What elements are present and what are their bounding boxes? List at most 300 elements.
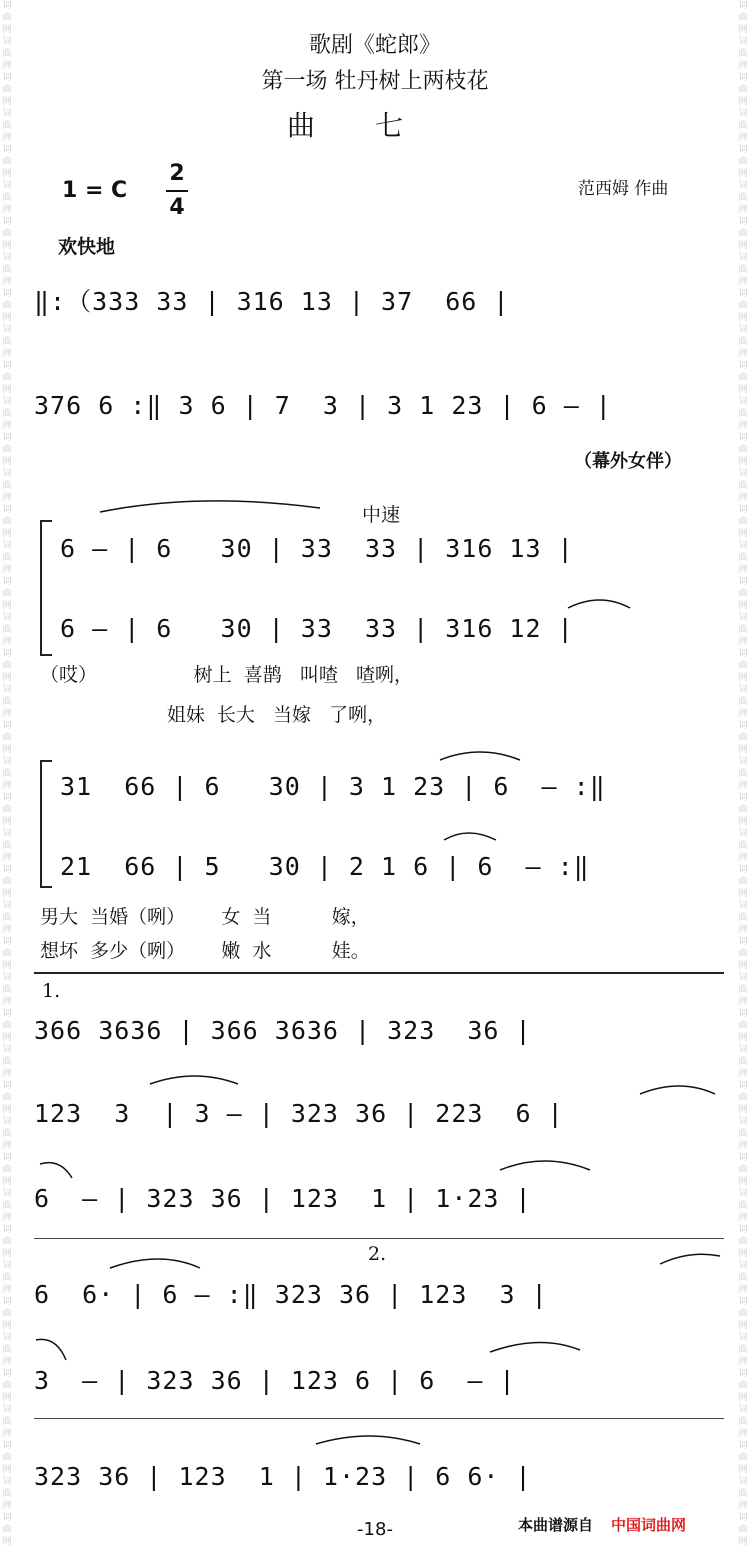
watermark-char: 曲 — [738, 1273, 748, 1283]
watermark-char: 词 — [738, 1477, 748, 1487]
watermark-char: 词 — [2, 1009, 12, 1019]
watermark-char: 词 — [2, 649, 12, 659]
watermark-char: 网 — [738, 601, 748, 611]
watermark-char: 词 — [738, 829, 748, 839]
watermark-char: 网 — [2, 1249, 12, 1259]
watermark-char: 网 — [738, 61, 748, 71]
watermark-char: 网 — [2, 1393, 12, 1403]
watermark-char: 网 — [2, 1429, 12, 1439]
watermark-char: 网 — [2, 781, 12, 791]
watermark-char: 网 — [738, 1393, 748, 1403]
watermark-char: 词 — [738, 1261, 748, 1271]
watermark-char: 曲 — [738, 1093, 748, 1103]
watermark-char: 词 — [738, 649, 748, 659]
watermark-char: 网 — [738, 961, 748, 971]
watermark-char: 曲 — [2, 1345, 12, 1355]
watermark-char: 曲 — [2, 1525, 12, 1535]
watermark-char: 网 — [738, 493, 748, 503]
watermark-char: 词 — [738, 1441, 748, 1451]
watermark-char: 网 — [738, 385, 748, 395]
watermark-char: 曲 — [738, 913, 748, 923]
watermark-char: 曲 — [2, 769, 12, 779]
watermark-char: 词 — [2, 1, 12, 11]
watermark-char: 词 — [738, 469, 748, 479]
watermark-char: 词 — [2, 145, 12, 155]
composer-credit: 范西姆 作曲 — [578, 179, 669, 199]
page-number: -18- — [357, 1519, 393, 1540]
slur — [150, 1076, 238, 1084]
watermark-char: 词 — [2, 1189, 12, 1199]
watermark-char: 网 — [738, 421, 748, 431]
watermark-char: 词 — [738, 901, 748, 911]
slur — [568, 600, 630, 608]
watermark-char: 词 — [2, 1441, 12, 1451]
watermark-char: 词 — [2, 1333, 12, 1343]
watermark-char: 词 — [738, 1153, 748, 1163]
watermark-char: 曲 — [2, 1381, 12, 1391]
watermark-char: 曲 — [2, 949, 12, 959]
watermark-char: 曲 — [738, 1453, 748, 1463]
watermark-char: 词 — [738, 721, 748, 731]
watermark-char: 网 — [2, 133, 12, 143]
watermark-char: 词 — [738, 253, 748, 263]
watermark-char: 曲 — [2, 841, 12, 851]
watermark-char: 词 — [2, 325, 12, 335]
watermark-char: 网 — [738, 925, 748, 935]
watermark-char: 词 — [2, 361, 12, 371]
watermark-char: 曲 — [738, 1381, 748, 1391]
watermark-char: 网 — [738, 745, 748, 755]
watermark-char: 曲 — [2, 1237, 12, 1247]
notes: 3 — | 323 36 | 123 6 | 6 — | — [34, 1365, 516, 1395]
watermark-char: 词 — [738, 37, 748, 47]
watermark-char: 曲 — [2, 553, 12, 563]
watermark-char: 曲 — [738, 1021, 748, 1031]
watermark-char: 曲 — [2, 301, 12, 311]
watermark-char: 网 — [2, 1465, 12, 1475]
watermark-char: 网 — [738, 1537, 748, 1547]
lyric-line: 姐妹 长大 当嫁 了咧， — [40, 704, 387, 726]
watermark-char: 词 — [738, 1369, 748, 1379]
watermark-char: 网 — [738, 1465, 748, 1475]
watermark-char: 词 — [2, 613, 12, 623]
watermark-char: 曲 — [2, 625, 12, 635]
watermark-char: 曲 — [738, 49, 748, 59]
watermark-char: 词 — [738, 109, 748, 119]
watermark-char: 词 — [2, 1405, 12, 1415]
watermark-char: 词 — [738, 1225, 748, 1235]
watermark-char: 词 — [738, 1189, 748, 1199]
watermark-char: 网 — [738, 1357, 748, 1367]
lyric-line: 想坏 多少（咧） 嫩 水 娃。 — [40, 940, 370, 962]
watermark-char: 词 — [738, 397, 748, 407]
meter-bottom: 4 — [169, 195, 185, 220]
watermark-char: 曲 — [738, 229, 748, 239]
slur — [500, 1161, 590, 1170]
watermark-char: 网 — [738, 637, 748, 647]
watermark-char: 网 — [2, 205, 12, 215]
notes: 123 3 | 3 — | 323 36 | 223 6 | — [34, 1098, 564, 1128]
watermark-char: 网 — [738, 25, 748, 35]
watermark-char: 网 — [738, 1177, 748, 1187]
watermark-char: 词 — [2, 577, 12, 587]
tempo-marking: 欢快地 — [58, 236, 116, 258]
notes: ‖:（333 33 | 316 13 | 37 66 | — [34, 287, 510, 316]
watermark-char: 曲 — [738, 553, 748, 563]
watermark-char: 网 — [2, 313, 12, 323]
watermark-char: 词 — [2, 253, 12, 263]
watermark-char: 曲 — [2, 1309, 12, 1319]
watermark-char: 词 — [738, 361, 748, 371]
watermark-char: 网 — [738, 709, 748, 719]
watermark-char: 曲 — [2, 517, 12, 527]
watermark-char: 曲 — [738, 841, 748, 851]
first-ending-label: 1. — [42, 980, 61, 1002]
watermark-char: 曲 — [2, 733, 12, 743]
watermark-char: 网 — [2, 493, 12, 503]
watermark-char: 词 — [738, 1117, 748, 1127]
watermark-char: 曲 — [738, 121, 748, 131]
watermark-char: 曲 — [2, 1093, 12, 1103]
watermark-char: 网 — [738, 241, 748, 251]
watermark-char: 词 — [738, 793, 748, 803]
watermark-char: 曲 — [738, 1165, 748, 1175]
watermark-char: 词 — [2, 1369, 12, 1379]
lyric-line: 男大 当婚（咧） 女 当 嫁， — [40, 906, 370, 928]
watermark-char: 词 — [738, 937, 748, 947]
watermark-char: 曲 — [738, 589, 748, 599]
source-label: 本曲谱源自 — [518, 1516, 594, 1534]
watermark-char: 网 — [2, 385, 12, 395]
watermark-char: 词 — [2, 793, 12, 803]
watermark-char: 词 — [2, 1297, 12, 1307]
tempo-change-marking: 中速 — [362, 504, 401, 526]
watermark-char: 网 — [2, 1177, 12, 1187]
watermark-char: 词 — [2, 1477, 12, 1487]
watermark-char: 网 — [738, 1105, 748, 1115]
slur — [640, 1086, 715, 1094]
watermark-char: 词 — [738, 757, 748, 767]
watermark-char: 网 — [738, 1321, 748, 1331]
watermark-char: 网 — [738, 1069, 748, 1079]
watermark-char: 网 — [2, 1501, 12, 1511]
watermark-char: 曲 — [2, 445, 12, 455]
watermark-char: 网 — [2, 1213, 12, 1223]
watermark-char: 词 — [738, 73, 748, 83]
watermark-char: 网 — [738, 97, 748, 107]
watermark-char: 词 — [2, 865, 12, 875]
slur — [40, 1163, 72, 1178]
watermark-char: 曲 — [738, 769, 748, 779]
watermark-char: 曲 — [2, 373, 12, 383]
watermark-char: 曲 — [738, 625, 748, 635]
meter-top: 2 — [169, 161, 185, 186]
watermark-char: 曲 — [2, 805, 12, 815]
watermark-char: 词 — [738, 1333, 748, 1343]
watermark-char: 网 — [2, 529, 12, 539]
watermark-char: 网 — [2, 241, 12, 251]
watermark-char: 网 — [738, 277, 748, 287]
watermark-char: 网 — [2, 1537, 12, 1547]
watermark-char: 曲 — [2, 481, 12, 491]
watermark-char: 网 — [738, 169, 748, 179]
watermark-char: 网 — [738, 1501, 748, 1511]
watermark-char: 曲 — [2, 157, 12, 167]
watermark-char: 曲 — [738, 1309, 748, 1319]
watermark-char: 词 — [738, 217, 748, 227]
slur — [110, 1259, 200, 1268]
watermark-char: 网 — [2, 25, 12, 35]
watermark-char: 曲 — [2, 337, 12, 347]
watermark-char: 曲 — [738, 1417, 748, 1427]
source-credit — [518, 1514, 686, 1535]
watermark-char: 曲 — [738, 1489, 748, 1499]
watermark-char: 曲 — [2, 1021, 12, 1031]
watermark-char: 网 — [738, 133, 748, 143]
watermark-char: 曲 — [738, 265, 748, 275]
watermark-char: 曲 — [738, 733, 748, 743]
scene-title: 第一场 牡丹树上两枝花 — [261, 69, 489, 94]
watermark-char: 词 — [2, 685, 12, 695]
watermark-char: 曲 — [2, 121, 12, 131]
watermark-char: 曲 — [2, 1057, 12, 1067]
watermark-char: 词 — [738, 145, 748, 155]
watermark-char: 词 — [2, 1261, 12, 1271]
watermark-char: 曲 — [738, 517, 748, 527]
watermark-char: 网 — [738, 1141, 748, 1151]
watermark-char: 词 — [738, 325, 748, 335]
watermark-char: 网 — [738, 853, 748, 863]
watermark-char: 词 — [2, 217, 12, 227]
notes: 6 — | 323 36 | 123 1 | 1·23 | — [34, 1183, 532, 1213]
watermark-char: 曲 — [738, 985, 748, 995]
watermark-char: 网 — [2, 1105, 12, 1115]
watermark-char: 词 — [2, 73, 12, 83]
watermark-char: 词 — [2, 1117, 12, 1127]
watermark-char: 词 — [738, 1, 748, 11]
watermark-char: 曲 — [2, 913, 12, 923]
watermark-char: 曲 — [738, 1057, 748, 1067]
watermark-char: 网 — [2, 277, 12, 287]
watermark-char: 曲 — [738, 301, 748, 311]
watermark-char: 网 — [738, 673, 748, 683]
watermark-char: 词 — [738, 1405, 748, 1415]
slur — [490, 1342, 580, 1352]
watermark-char: 网 — [738, 1249, 748, 1259]
watermark-char: 网 — [2, 169, 12, 179]
watermark-char: 词 — [2, 1153, 12, 1163]
watermark-char: 曲 — [2, 1417, 12, 1427]
watermark-char: 曲 — [2, 193, 12, 203]
watermark-char: 词 — [738, 1297, 748, 1307]
watermark-char: 曲 — [738, 1345, 748, 1355]
watermark-char: 曲 — [738, 409, 748, 419]
watermark-char: 曲 — [2, 13, 12, 23]
watermark-char: 网 — [2, 1321, 12, 1331]
watermark-char: 网 — [2, 1357, 12, 1367]
watermark-char: 网 — [2, 817, 12, 827]
watermark-char: 词 — [2, 757, 12, 767]
watermark-char: 曲 — [738, 193, 748, 203]
watermark-char: 网 — [2, 637, 12, 647]
watermark-char: 曲 — [2, 1129, 12, 1139]
notes: 6 6· | 6 — :‖ 323 36 | 123 3 | — [34, 1279, 548, 1309]
watermark-char: 词 — [2, 973, 12, 983]
watermark-char: 曲 — [738, 805, 748, 815]
watermark-char: 词 — [2, 397, 12, 407]
watermark-char: 曲 — [738, 13, 748, 23]
slur — [316, 1436, 420, 1444]
watermark-char: 曲 — [2, 229, 12, 239]
watermark-char: 词 — [2, 433, 12, 443]
watermark-char: 词 — [2, 1225, 12, 1235]
watermark-char: 网 — [738, 997, 748, 1007]
key-signature: 1 = C — [62, 178, 128, 203]
watermark-char: 词 — [2, 901, 12, 911]
watermark-char: 网 — [738, 205, 748, 215]
watermark-char: 词 — [2, 937, 12, 947]
watermark-char: 曲 — [2, 985, 12, 995]
slur — [100, 501, 320, 512]
watermark-char: 网 — [2, 601, 12, 611]
watermark-char: 网 — [2, 745, 12, 755]
watermark-char: 曲 — [738, 661, 748, 671]
watermark-char: 曲 — [738, 1129, 748, 1139]
watermark-char: 网 — [2, 709, 12, 719]
watermark-char: 曲 — [738, 1201, 748, 1211]
watermark-char: 曲 — [2, 877, 12, 887]
notes: 323 36 | 123 1 | 1·23 | 6 6· | — [34, 1461, 532, 1491]
watermark-char: 词 — [2, 1513, 12, 1523]
watermark-char: 曲 — [738, 1525, 748, 1535]
watermark-char: 网 — [2, 1285, 12, 1295]
watermark-char: 词 — [2, 541, 12, 551]
watermark-char: 网 — [738, 1285, 748, 1295]
watermark-char: 网 — [738, 565, 748, 575]
watermark-char: 词 — [738, 613, 748, 623]
watermark-char: 网 — [2, 61, 12, 71]
watermark-char: 曲 — [738, 877, 748, 887]
watermark-char: 词 — [738, 1045, 748, 1055]
notes: 6 — | 6 30 | 33 33 | 316 13 | — [60, 533, 574, 563]
watermark-char: 网 — [738, 781, 748, 791]
watermark-char: 网 — [2, 889, 12, 899]
watermark-char: 词 — [738, 1009, 748, 1019]
watermark-char: 词 — [2, 37, 12, 47]
watermark-char: 曲 — [738, 481, 748, 491]
slur — [440, 752, 520, 760]
watermark-char: 词 — [2, 1081, 12, 1091]
watermark-char: 词 — [2, 829, 12, 839]
slur — [444, 833, 496, 840]
watermark-char: 曲 — [738, 1237, 748, 1247]
watermark-char: 曲 — [738, 85, 748, 95]
watermark-char: 网 — [738, 457, 748, 467]
slur — [36, 1339, 66, 1360]
slur — [660, 1254, 720, 1264]
watermark-char: 曲 — [2, 49, 12, 59]
watermark-char: 词 — [2, 289, 12, 299]
watermark-char: 网 — [2, 673, 12, 683]
notes: 376 6 :‖ 3 6 | 7 3 | 3 1 23 | 6 — | — [34, 390, 612, 420]
watermark-char: 网 — [738, 1033, 748, 1043]
watermark-char: 曲 — [738, 949, 748, 959]
notes: 6 — | 6 30 | 33 33 | 316 12 | — [60, 613, 574, 643]
watermark-char: 曲 — [738, 337, 748, 347]
watermark-char: 词 — [738, 1081, 748, 1091]
watermark-char: 网 — [738, 1213, 748, 1223]
watermark-char: 词 — [738, 1513, 748, 1523]
watermark-char: 曲 — [2, 1489, 12, 1499]
second-ending-label: 2. — [368, 1243, 387, 1265]
watermark-char: 网 — [2, 457, 12, 467]
watermark-char: 词 — [2, 1045, 12, 1055]
watermark-char: 网 — [2, 421, 12, 431]
watermark-char: 曲 — [2, 1201, 12, 1211]
notes: 21 66 | 5 30 | 2 1 6 | 6 — :‖ — [60, 851, 590, 881]
watermark-char: 网 — [2, 1141, 12, 1151]
watermark-char: 曲 — [2, 661, 12, 671]
watermark-char: 曲 — [2, 409, 12, 419]
lyric-line: （哎） 树上 喜鹊 叫喳 喳咧， — [40, 664, 413, 686]
role-marking: （幕外女伴） — [574, 451, 682, 472]
source-brand: 中国词曲网 — [611, 1516, 687, 1534]
watermark-char: 网 — [2, 97, 12, 107]
watermark-char: 词 — [738, 505, 748, 515]
watermark-char: 词 — [738, 289, 748, 299]
watermark-char: 曲 — [2, 1453, 12, 1463]
watermark-char: 网 — [2, 961, 12, 971]
notes: 366 3636 | 366 3636 | 323 36 | — [34, 1015, 532, 1045]
watermark-char: 网 — [2, 853, 12, 863]
watermark-char: 网 — [738, 1429, 748, 1439]
watermark-char: 词 — [2, 505, 12, 515]
piece-title: 曲七 — [286, 109, 463, 142]
opera-title: 歌剧《蛇郎》 — [308, 33, 441, 58]
watermark-char: 网 — [738, 313, 748, 323]
watermark-char: 网 — [2, 1033, 12, 1043]
watermark-char: 词 — [2, 469, 12, 479]
watermark-char: 词 — [738, 541, 748, 551]
watermark-char: 曲 — [738, 445, 748, 455]
watermark-char: 曲 — [738, 157, 748, 167]
watermark-char: 曲 — [2, 265, 12, 275]
watermark-char: 曲 — [2, 1273, 12, 1283]
watermark-char: 词 — [2, 721, 12, 731]
watermark-char: 曲 — [2, 85, 12, 95]
watermark-char: 曲 — [2, 1165, 12, 1175]
watermark-char: 网 — [2, 565, 12, 575]
watermark-char: 词 — [2, 109, 12, 119]
watermark-char: 词 — [738, 685, 748, 695]
notes: 31 66 | 6 30 | 3 1 23 | 6 — :‖ — [60, 771, 606, 801]
watermark-char: 词 — [738, 865, 748, 875]
watermark-char: 网 — [2, 925, 12, 935]
watermark-char: 曲 — [738, 373, 748, 383]
watermark-char: 网 — [738, 889, 748, 899]
watermark-char: 曲 — [2, 697, 12, 707]
watermark-char: 网 — [738, 817, 748, 827]
watermark-char: 网 — [2, 1069, 12, 1079]
watermark-char: 网 — [2, 349, 12, 359]
watermark-char: 曲 — [2, 589, 12, 599]
watermark-char: 网 — [738, 529, 748, 539]
watermark-char: 词 — [2, 181, 12, 191]
watermark-char: 词 — [738, 433, 748, 443]
watermark-char: 网 — [2, 997, 12, 1007]
watermark-char: 曲 — [738, 697, 748, 707]
watermark-char: 网 — [738, 349, 748, 359]
